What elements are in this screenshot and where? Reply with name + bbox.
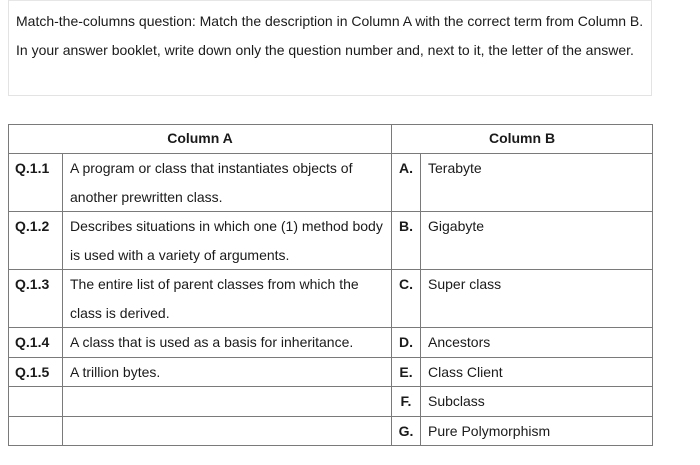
question-number <box>9 416 63 446</box>
answer-letter: E. <box>392 357 421 387</box>
match-table <box>8 124 653 446</box>
table-header-row <box>9 125 653 154</box>
description-cell: Describes situations in which one (1) method body is used with a variety of arguments. <box>63 212 392 270</box>
term-cell: Pure Polymorphism <box>421 416 653 446</box>
column-a-header: Column A <box>9 125 392 154</box>
table-row <box>9 416 653 446</box>
question-number: Q.1.4 <box>9 328 63 358</box>
table-row <box>9 154 653 212</box>
answer-letter: B. <box>392 212 421 270</box>
question-number: Q.1.3 <box>9 270 63 328</box>
question-number: Q.1.5 <box>9 357 63 387</box>
question-number <box>9 387 63 417</box>
answer-letter: C. <box>392 270 421 328</box>
answer-letter: F. <box>392 387 421 417</box>
term-cell: Gigabyte <box>421 212 653 270</box>
description-cell <box>63 416 392 446</box>
answer-letter: G. <box>392 416 421 446</box>
instructions-text: Match-the-columns question: Match the description in Column A with the correct term from Column B. In your answer booklet, write down only the question number and, next to it, the letter of the answer. <box>16 13 644 58</box>
answer-letter: A. <box>392 154 421 212</box>
question-number: Q.1.1 <box>9 154 63 212</box>
answer-letter: D. <box>392 328 421 358</box>
description-cell: The entire list of parent classes from which the class is derived. <box>63 270 392 328</box>
term-cell: Subclass <box>421 387 653 417</box>
description-cell <box>63 387 392 417</box>
term-cell: Terabyte <box>421 154 653 212</box>
term-cell: Ancestors <box>421 328 653 358</box>
description-cell: A program or class that instantiates objects of another prewritten class. <box>63 154 392 212</box>
table-row <box>9 357 653 387</box>
term-cell: Super class <box>421 270 653 328</box>
table-row <box>9 212 653 270</box>
description-cell: A class that is used as a basis for inheritance. <box>63 328 392 358</box>
description-cell: A trillion bytes. <box>63 357 392 387</box>
table-row <box>9 328 653 358</box>
question-number: Q.1.2 <box>9 212 63 270</box>
term-cell: Class Client <box>421 357 653 387</box>
table-row <box>9 387 653 417</box>
table-row <box>9 270 653 328</box>
column-b-header: Column B <box>392 125 653 154</box>
